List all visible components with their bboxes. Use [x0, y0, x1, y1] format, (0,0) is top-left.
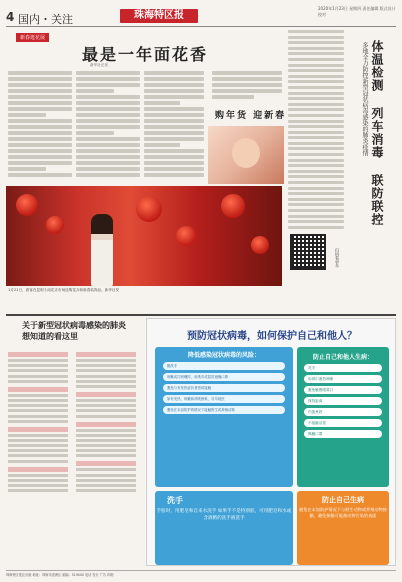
protect-item: 不接触活禽 — [304, 419, 382, 427]
section-tag: 新春逛花展 — [16, 33, 49, 42]
article-column-3 — [144, 71, 204, 179]
risk-item: 勤洗手 — [163, 362, 285, 370]
risk-box-title: 降低感染冠状病毒的风险： — [187, 352, 260, 359]
issue-meta: 2020年1月23日 星期四 责任编辑 版式设计 校对 — [318, 6, 396, 17]
wash-hands-box — [155, 491, 293, 565]
newspaper-logo: 珠海特区报 — [120, 9, 198, 23]
qr-code[interactable] — [290, 234, 326, 270]
protect-item: 肉蛋煮熟 — [304, 408, 382, 416]
risk-item: 避免在未加防护的情况下接触野生或养殖动物 — [163, 406, 285, 414]
poster-title: 预防冠状病毒，如何保护自己和他人？ — [187, 331, 357, 342]
article-column-1 — [8, 71, 72, 179]
sick-text: 避免在未加防护情况下与野生动物或养殖动物接触，避免接触可能被动物污染的表面 — [299, 507, 387, 519]
section-divider — [6, 314, 396, 316]
qr-caption: 扫码看更多 — [335, 248, 340, 268]
risk-box — [155, 347, 293, 487]
page-number: 4 — [6, 10, 15, 24]
wash-title: 洗手 — [167, 496, 183, 505]
page-footer: 珠海特区报社出版 地址：珠海市香洲区 邮编：519000 电话 发行 广告 印刷 — [6, 570, 396, 578]
section-name: 国内・关注 — [18, 13, 73, 26]
headline-main: 最是一年面花香 — [81, 45, 208, 64]
prevention-poster — [146, 318, 396, 566]
protect-item: 避免触摸眼鼻口 — [304, 386, 382, 394]
right-article-text — [288, 30, 344, 326]
side-photo — [208, 126, 284, 184]
sick-title: 防止自己生病 — [322, 496, 364, 504]
page-header — [0, 0, 402, 30]
byline: 新华社记者 — [90, 63, 108, 67]
vertical-headline — [356, 40, 396, 280]
protect-box — [297, 347, 389, 487]
risk-item: 避免与有发热症状者密切接触 — [163, 384, 285, 392]
protect-item: 保持距离 — [304, 397, 382, 405]
vertical-title: 体温检测 列车消毒 联防联控 — [370, 40, 384, 226]
protect-item: 用纸巾遮挡咳嗽 — [304, 375, 382, 383]
wash-text: 手脏时，用肥皂和自来水洗手 如果手不是特别脏，可用肥皂和水或含酒精的洗手液洗手 — [156, 509, 292, 521]
qa-column-1 — [8, 348, 68, 568]
main-photo — [6, 186, 282, 286]
qa-title: 关于新型冠状病毒感染的肺炎 想知道的看这里 — [22, 321, 126, 341]
risk-item: 如有发热、咳嗽和呼吸困难，尽早就医 — [163, 395, 285, 403]
article-column-4 — [212, 71, 282, 105]
protect-box-title: 防止自己和他人生病： — [312, 354, 373, 361]
protect-item: 佩戴口罩 — [304, 430, 382, 438]
main-photo-caption: 1月21日，游客在昆明斗南花卉市场选购花卉和新春装饰品。新华社发 — [8, 288, 120, 292]
avoid-sickness-box — [297, 491, 389, 565]
side-story-title: 购年货 迎新春 — [215, 111, 287, 121]
qa-column-2 — [76, 348, 136, 568]
vertical-subtitle: 多地全力防控新型冠状病毒感染的肺炎疫情 — [361, 42, 368, 156]
risk-item: 咳嗽或打喷嚏时，用纸巾或屈肘遮掩口鼻 — [163, 373, 285, 381]
article-column-2 — [76, 71, 140, 179]
protect-item: 洗手 — [304, 364, 382, 372]
header-rule — [6, 26, 396, 27]
